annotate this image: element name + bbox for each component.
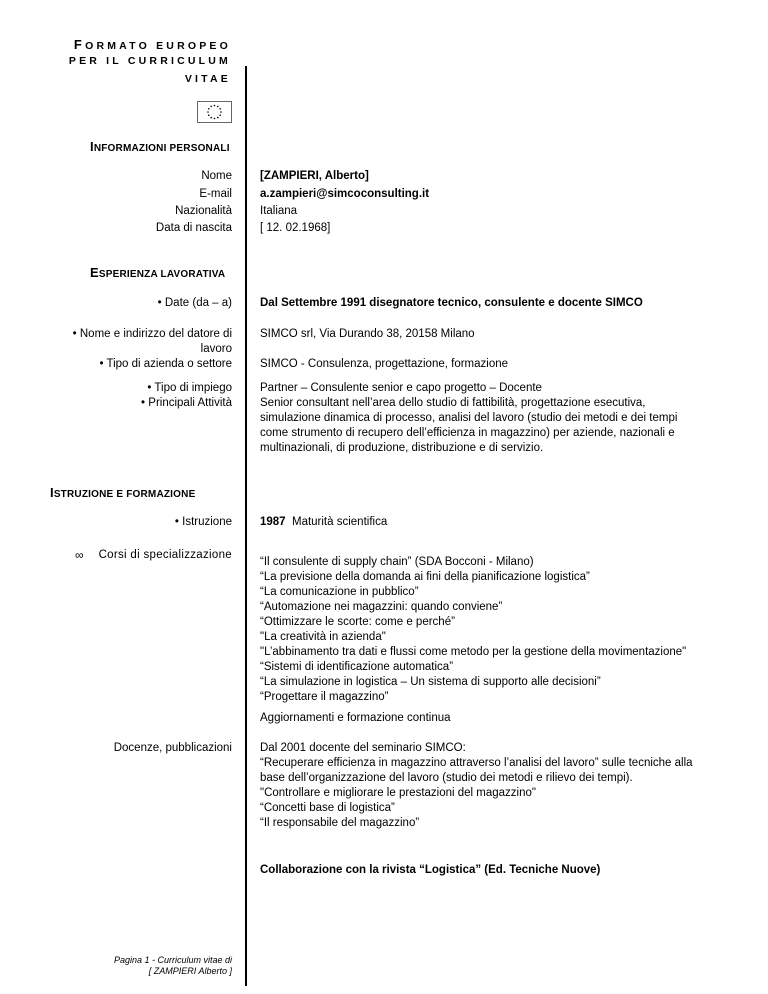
value-job-type: Partner – Consulente senior e capo progetto – Docente — [260, 382, 542, 394]
list-item: “Automazione nei magazzini: quando conviene” — [260, 601, 503, 613]
list-item: “La comunicazione in pubblico” — [260, 586, 419, 598]
vertical-divider — [245, 66, 247, 986]
value-dates: Dal Settembre 1991 disegnatore tecnico, consulente e docente SIMCO — [260, 297, 643, 309]
list-item: “Il responsabile del magazzino” — [260, 817, 420, 829]
value-email[interactable]: a.zampieri@simcoconsulting.it — [260, 188, 430, 200]
label-employer-line-1: • Nome e indirizzo del datore di — [72, 328, 232, 340]
value-activities: Senior consultant nell’area dello studio di fattibilità, progettazione esecutiva, simulazione dinamica di processo, analisi del lavoro (studio dei metodi e dei tempi come strumento di recupero dell’efficienza in magazzino) per aziende, nazionali e multinazionali, di produzione, distribuzione e di servizio. — [260, 397, 678, 454]
footer-line-1: Pagina 1 - Curriculum vitae di — [113, 955, 232, 965]
bullet-infinity-icon: ∞ — [75, 548, 84, 562]
teaching-list — [260, 741, 700, 831]
label-teaching: Docenze, pubblicazioni — [113, 742, 232, 754]
value-education — [260, 515, 700, 530]
section-title-experience: ESPERIENZA LAVORATIVA — [90, 265, 226, 280]
value-name: [ZAMPIERI, Alberto] — [260, 170, 369, 182]
list-item: "L’abbinamento tra dati e flussi come metodo per la gestione della movimentazione" — [260, 646, 687, 658]
collaboration: Collaborazione con la rivista “Logistica” (Ed. Tecniche Nuove) — [260, 864, 601, 876]
list-item: “La simulazione in logistica – Un sistema di supporto alle decisioni” — [260, 676, 601, 688]
label-job-type: • Tipo di impiego — [147, 382, 232, 394]
continuous-training: Aggiornamenti e formazione continua — [260, 712, 451, 724]
section-title-education: ISTRUZIONE E FORMAZIONE — [50, 485, 196, 500]
value-sector: SIMCO - Consulenza, progettazione, formazione — [260, 358, 509, 370]
value-birth-date: [ 12. 02.1968] — [260, 222, 331, 234]
header-line-1: FORMATO EUROPEO — [73, 37, 231, 52]
label-employer — [73, 327, 232, 357]
footer-line-2: [ ZAMPIERI Alberto ] — [148, 966, 232, 976]
list-item: "La creatività in azienda" — [260, 631, 386, 643]
label-birth-date: Data di nascita — [155, 222, 232, 234]
list-item: “La previsione della domanda ai fini della pianificazione logistica” — [260, 571, 590, 583]
list-item: “Sistemi di identificazione automatica” — [260, 661, 454, 673]
eu-flag-icon — [197, 101, 232, 123]
label-education: • Istruzione — [174, 516, 232, 528]
list-item: Dal 2001 docente del seminario SIMCO: — [260, 742, 466, 754]
label-dates: • Date (da – a) — [157, 297, 232, 309]
education-year: 1987 — [260, 516, 286, 528]
label-employer-line-2: lavoro — [200, 343, 232, 355]
list-item: “Progettare il magazzino” — [260, 691, 389, 703]
list-item: "Controllare e migliorare le prestazioni del magazzino" — [260, 787, 536, 799]
label-email: E-mail — [199, 188, 232, 200]
list-item: “Recuperare efficienza in magazzino attraverso l’analisi del lavoro” sulle tecniche alla base dell’organizzazione del lavoro (studio dei metodi e rilievo dei tempi). — [260, 757, 693, 784]
label-activities: • Principali Attività — [141, 397, 232, 409]
header-line-2: PER IL CURRICULUM — [68, 55, 231, 67]
list-item: “Concetti base di logistica” — [260, 802, 395, 814]
value-employer: SIMCO srl, Via Durando 38, 20158 Milano — [260, 328, 475, 340]
header-line-3: VITAE — [184, 73, 231, 85]
label-nationality: Nazionalità — [175, 205, 232, 217]
list-item: “Ottimizzare le scorte: come e perché” — [260, 616, 455, 628]
section-title-personal: INFORMAZIONI PERSONALI — [90, 139, 230, 154]
education-title: Maturità scientifica — [291, 516, 388, 528]
courses-list — [260, 555, 700, 705]
value-nationality: Italiana — [260, 205, 298, 217]
label-courses: Corsi di specializzazione — [98, 549, 232, 561]
list-item: “Il consulente di supply chain” (SDA Bocconi - Milano) — [260, 556, 534, 568]
footer — [114, 955, 232, 977]
label-name: Nome — [201, 170, 232, 182]
label-sector: • Tipo di azienda o settore — [99, 358, 232, 370]
